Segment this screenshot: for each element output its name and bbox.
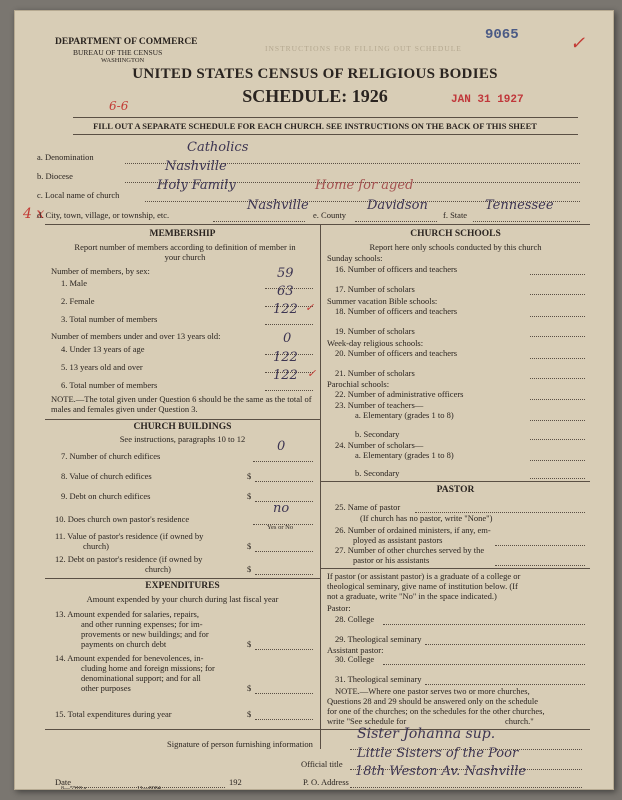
q23-label: 23. Number of teachers— [335, 400, 424, 410]
q21-label: 21. Number of scholars [335, 368, 415, 378]
q30-field[interactable] [383, 654, 585, 665]
q29-field[interactable] [425, 634, 585, 645]
q16-field[interactable] [530, 264, 585, 275]
membership-note: NOTE.—The total given under Question 6 should be the same as the total of males and females given under Question 3. [51, 394, 312, 414]
q14-field[interactable] [255, 683, 313, 694]
q24b-field[interactable] [530, 468, 585, 479]
pastor-subhead: Pastor: [327, 603, 351, 613]
members-by-sex: Number of members, by sex: [51, 266, 150, 276]
address-value: 18th Weston Av. Nashville [355, 764, 527, 779]
q5-over-label: 5. 13 years old and over [61, 362, 143, 372]
bleed-through-text: INSTRUCTIONS FOR FILLING OUT SCHEDULE [265, 44, 462, 53]
buildings-sub: See instructions, paragraphs 10 to 12 [119, 434, 246, 444]
q22-field[interactable] [530, 389, 585, 400]
pastor-note-3: for one of the churches; on the schedules for the other churches, [327, 706, 545, 716]
city-label: d. City, town, village, or township, etc. [37, 210, 170, 220]
graduate-note-3: not a graduate, write "No" in the space indicated.) [327, 591, 497, 601]
q27-label-b: pastor or his assistants [353, 555, 430, 565]
q24a-label: a. Elementary (grades 1 to 8) [355, 450, 454, 460]
q15-dollar: $ [247, 709, 252, 719]
q2-female-value: 63 [277, 284, 294, 299]
q6-check-icon: ✓ [307, 367, 317, 380]
state-value: Tennessee [485, 198, 554, 213]
q4-under-label: 4. Under 13 years of age [61, 344, 145, 354]
q21-field[interactable] [530, 368, 585, 379]
q1-male-value: 59 [277, 266, 294, 281]
form-title: UNITED STATES CENSUS OF RELIGIOUS BODIES [132, 66, 498, 82]
graduate-note-1: If pastor (or assistant pastor) is a graduate of a college or [327, 571, 521, 581]
county-label: e. County [313, 210, 347, 220]
county-value: Davidson [367, 198, 428, 213]
q13-line-2: and other running expenses; for im- [81, 619, 203, 629]
diocese-label: b. Diocese [37, 171, 73, 181]
parochial-schools-label: Parochial schools: [327, 379, 390, 389]
official-title-label: Official title [301, 759, 343, 769]
summer-schools-label: Summer vacation Bible schools: [327, 296, 438, 306]
q7-label: 7. Number of church edifices [61, 451, 161, 461]
q5-over-value: 122 [273, 350, 298, 365]
q14-line-3: denominational support; and for all [81, 673, 201, 683]
pastor-note-1: NOTE.—Where one pastor serves two or more churches, [335, 686, 530, 696]
q15-field[interactable] [255, 709, 313, 720]
q25-label: 25. Name of pastor [335, 502, 401, 512]
q26-label-a: 26. Number of ordained ministers, if any, em- [335, 525, 491, 535]
q6-total-label: 6. Total number of members [61, 380, 158, 390]
church-name-value: Holy Family [157, 178, 236, 193]
date-year: 192 [229, 777, 242, 787]
q9-label: 9. Debt on church edifices [61, 491, 151, 501]
q31-field[interactable] [425, 674, 585, 685]
q29-label: 29. Theological seminary [335, 634, 422, 644]
q9-dollar: $ [247, 491, 252, 501]
form-number-1: 8—5518 a [61, 786, 87, 790]
membership-intro: Report number of members according to definition of member in your church [74, 242, 296, 262]
q18-label: 18. Number of officers and teachers [335, 306, 458, 316]
address-label: P. O. Address [303, 777, 349, 787]
q11-label-a: 11. Value of pastor's residence (if owned by [55, 531, 204, 541]
pastor-heading: PASTOR [436, 485, 475, 495]
q28-field[interactable] [383, 614, 585, 625]
q19-field[interactable] [530, 326, 585, 337]
schools-heading: CHURCH SCHOOLS [410, 229, 501, 239]
q23b-field[interactable] [530, 429, 585, 440]
q2-female-label: 2. Female [61, 296, 95, 306]
q8-label: 8. Value of church edifices [61, 471, 152, 481]
q12-label-b: church) [145, 564, 171, 574]
q24a-field[interactable] [530, 450, 585, 461]
yes-or-no-hint: Yes or No [267, 524, 294, 531]
q19-label: 19. Number of scholars [335, 326, 415, 336]
q13-line-1: 13. Amount expended for salaries, repairs, [55, 609, 199, 619]
form-number-2: 11—8084 [137, 786, 161, 790]
sunday-schools-label: Sunday schools: [327, 253, 383, 263]
q23a-label: a. Elementary (grades 1 to 8) [355, 410, 454, 420]
signature-label: Signature of person furnishing information [167, 739, 313, 749]
buildings-heading: CHURCH BUILDINGS [133, 422, 232, 432]
q14-line-2: cluding home and foreign missions; for [81, 663, 215, 673]
instruction-banner: FILL OUT A SEPARATE SCHEDULE FOR EACH CHURCH. SEE INSTRUCTIONS ON THE BACK OF THIS SHEET [93, 121, 537, 131]
q27-label-a: 27. Number of other churches served by the [335, 545, 485, 555]
q1-male-label: 1. Male [61, 278, 87, 288]
q24-label: 24. Number of scholars— [335, 440, 424, 450]
q18-field[interactable] [530, 306, 585, 317]
bureau-city: WASHINGTON [101, 57, 145, 64]
church-name-label: c. Local name of church [37, 190, 120, 200]
q13-line-4: payments on church debt [81, 639, 167, 649]
red-check-mark: ✓ [570, 33, 586, 54]
q10-value: no [273, 501, 290, 516]
q3-check-icon: ✓ [305, 301, 315, 314]
q12-label-a: 12. Debt on pastor's residence (if owned by [55, 554, 203, 564]
q6-total-value: 122 [273, 368, 298, 383]
membership-heading: MEMBERSHIP [149, 229, 216, 239]
serial-number: 9065 [485, 27, 519, 43]
department-name: DEPARTMENT OF COMMERCE [55, 37, 198, 47]
official-title-value: Little Sisters of the Poor [357, 746, 519, 761]
q4-under-value: 0 [283, 331, 292, 346]
q20-label: 20. Number of officers and teachers [335, 348, 458, 358]
handwritten-mark: 6-6 [109, 99, 129, 113]
pastor-note-2: Questions 28 and 29 should be answered only on the schedule [327, 696, 539, 706]
church-name-value-2: Home for aged [315, 178, 414, 193]
q25-field[interactable] [415, 502, 585, 513]
q23b-label: b. Secondary [355, 429, 400, 439]
schools-intro: Report here only schools conducted by this church [369, 242, 542, 252]
expenditures-heading: EXPENDITURES [145, 581, 220, 591]
q12-field[interactable] [255, 564, 313, 575]
q3-total-label: 3. Total number of members [61, 314, 158, 324]
q27-field[interactable] [495, 555, 585, 566]
expenditures-sub: Amount expended by your church during last fiscal year [86, 594, 279, 604]
q16-label: 16. Number of officers and teachers [335, 264, 458, 274]
q13-dollar: $ [247, 639, 252, 649]
q20-field[interactable] [530, 348, 585, 359]
q8-dollar: $ [247, 471, 252, 481]
graduate-note-2: theological seminary, give name of institution below. (If [327, 581, 518, 591]
q12-dollar: $ [247, 564, 252, 574]
q23a-field[interactable] [530, 410, 585, 421]
q22-label: 22. Number of administrative officers [335, 389, 464, 399]
denomination-label: a. Denomination [37, 152, 94, 162]
diocese-value: Nashville [165, 159, 227, 174]
received-date-stamp: JAN 31 1927 [451, 94, 524, 106]
q26-label-b: ployed as assistant pastors [353, 535, 443, 545]
pastor-note-4: write "See schedule for [327, 716, 407, 726]
weekday-schools-label: Week-day religious schools: [327, 338, 424, 348]
q15-label: 15. Total expenditures during year [55, 709, 172, 719]
signature-value: Sister Johanna sup. [357, 726, 496, 742]
q13-field[interactable] [255, 639, 313, 650]
bureau-name: BUREAU OF THE CENSUS [73, 48, 163, 57]
schedule-year: SCHEDULE: 1926 [242, 86, 388, 106]
q8-field[interactable] [255, 471, 313, 482]
q31-label: 31. Theological seminary [335, 674, 422, 684]
q13-line-3: provements or new buildings; and for [81, 629, 209, 639]
q11-dollar: $ [247, 541, 252, 551]
q11-label-b: church) [83, 541, 109, 551]
q14-dollar: $ [247, 683, 252, 693]
q28-label: 28. College [335, 614, 375, 624]
q14-line-1: 14. Amount expended for benevolences, in- [55, 653, 204, 663]
q11-field[interactable] [255, 541, 313, 552]
q17-label: 17. Number of scholars [335, 284, 415, 294]
q17-field[interactable] [530, 284, 585, 295]
q24b-label: b. Secondary [355, 468, 400, 478]
assistant-pastor-subhead: Assistant pastor: [327, 645, 384, 655]
city-value: Nashville [247, 198, 309, 213]
q30-label: 30. College [335, 654, 375, 664]
q10-label: 10. Does church own pastor's residence [55, 514, 190, 524]
q14-line-4: other purposes [81, 683, 131, 693]
state-label: f. State [443, 210, 468, 220]
q26-field[interactable] [495, 535, 585, 546]
margin-mark: 4 x [23, 206, 45, 222]
date-label: Date [55, 777, 72, 787]
q3-total-value: 122 [273, 302, 298, 317]
q25-note: (If church has no pastor, write "None") [360, 513, 493, 523]
denomination-value: Catholics [187, 140, 249, 155]
pastor-note-5: church." [505, 716, 534, 726]
q7-value: 0 [277, 439, 286, 454]
census-schedule-sheet [14, 10, 614, 790]
under-over-13: Number of members under and over 13 years old: [51, 331, 221, 341]
